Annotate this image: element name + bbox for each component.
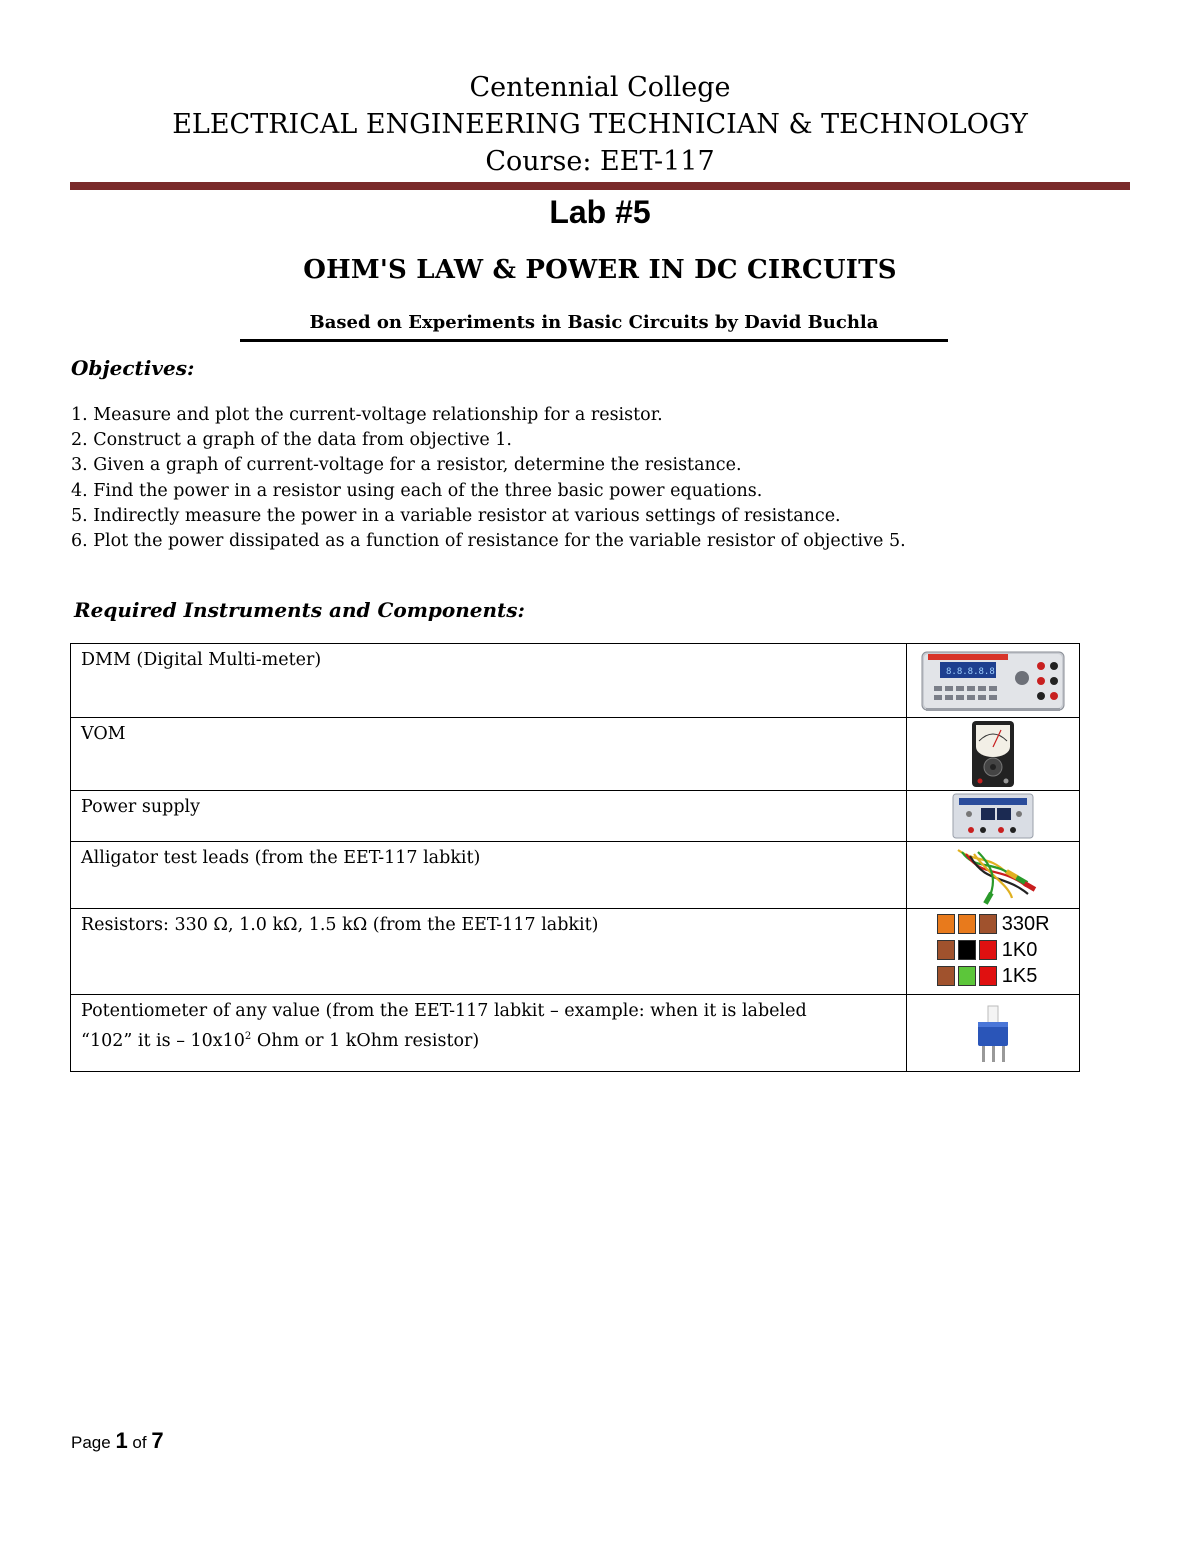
page-footer: Page 1 of 7: [71, 1428, 164, 1453]
resistor-code-label: 330R: [1001, 912, 1050, 935]
instrument-label: Power supply: [71, 791, 907, 842]
based-on-line: Based on Experiments in Basic Circuits by David Buchla: [240, 312, 948, 342]
color-band: [958, 940, 976, 960]
table-row: [71, 644, 1080, 718]
table-row: [71, 909, 1080, 995]
course-code: Course: EET-117: [485, 146, 715, 177]
instrument-label: DMM (Digital Multi-meter): [71, 644, 907, 718]
college-name: Centennial College: [469, 72, 731, 103]
color-band: [937, 940, 955, 960]
instrument-label: VOM: [71, 718, 907, 791]
color-band: [958, 966, 976, 986]
table-row: [71, 791, 1080, 842]
pot-label-line2: “102” it is – $10x10^2$ Ohm or 1 kOhm resistor): [81, 1030, 480, 1051]
pot-label-line1: Potentiometer of any value (from the EET-117 labkit – example: when it is labeled: [81, 1001, 807, 1021]
resistor-color-codes: [907, 909, 1080, 995]
instruments-table: [70, 643, 1080, 1072]
alligator-leads-icon: [948, 844, 1038, 906]
resistor-code-row: [937, 911, 1050, 937]
instrument-image-cell: [907, 791, 1080, 842]
objective-item: 1. Measure and plot the current-voltage relationship for a resistor.: [71, 405, 663, 425]
objective-item: 4. Find the power in a resistor using each of the three basic power equations.: [71, 480, 763, 501]
color-band: [979, 966, 997, 986]
objectives-list: [71, 403, 906, 554]
potentiometer-icon: [973, 1002, 1013, 1064]
objective-item: 2. Construct a graph of the data from objective 1.: [71, 430, 512, 451]
power-supply-icon: [951, 792, 1035, 840]
instrument-image-cell: [907, 995, 1080, 1072]
resistor-code-label: 1K5: [1001, 964, 1038, 987]
instrument-label: Alligator test leads (from the EET-117 labkit): [71, 842, 907, 909]
dmm-icon: [920, 648, 1066, 714]
instruments-heading: Required Instruments and Components:: [74, 598, 525, 622]
instrument-label: [71, 995, 907, 1072]
color-band: [979, 914, 997, 934]
objective-item: 3. Given a graph of current-voltage for a resistor, determine the resistance.: [71, 455, 742, 476]
color-band: [937, 914, 955, 934]
table-row: [71, 718, 1080, 791]
vom-icon: [968, 719, 1018, 789]
instrument-label: Resistors: 330 Ω, 1.0 kΩ, 1.5 kΩ (from the EET-117 labkit): [71, 909, 907, 995]
resistor-code-row: [937, 937, 1050, 963]
table-row: [71, 842, 1080, 909]
objective-item: 5. Indirectly measure the power in a variable resistor at various settings of resistance.: [71, 505, 841, 526]
objective-item: 6. Plot the power dissipated as a function of resistance for the variable resistor of objective 5.: [71, 531, 906, 552]
page-number: 1: [115, 1428, 128, 1453]
instrument-image-cell: [907, 842, 1080, 909]
table-row: [71, 995, 1080, 1072]
header-divider: [70, 182, 1130, 190]
instrument-image-cell: [907, 644, 1080, 718]
color-band: [937, 966, 955, 986]
resistor-code-row: [937, 963, 1050, 989]
program-name: ELECTRICAL ENGINEERING TECHNICIAN & TECHNOLOGY: [172, 109, 1028, 140]
svg-text:8.8.8.8.8: 8.8.8.8.8: [946, 666, 995, 677]
lab-number: Lab #5: [549, 194, 651, 230]
objectives-heading: Objectives:: [71, 356, 195, 380]
color-band: [958, 914, 976, 934]
page-total: 7: [151, 1428, 164, 1453]
resistor-code-label: 1K0: [1001, 938, 1038, 961]
color-band: [979, 940, 997, 960]
instrument-image-cell: [907, 718, 1080, 791]
lab-title: OHM'S LAW & POWER IN DC CIRCUITS: [303, 255, 897, 285]
